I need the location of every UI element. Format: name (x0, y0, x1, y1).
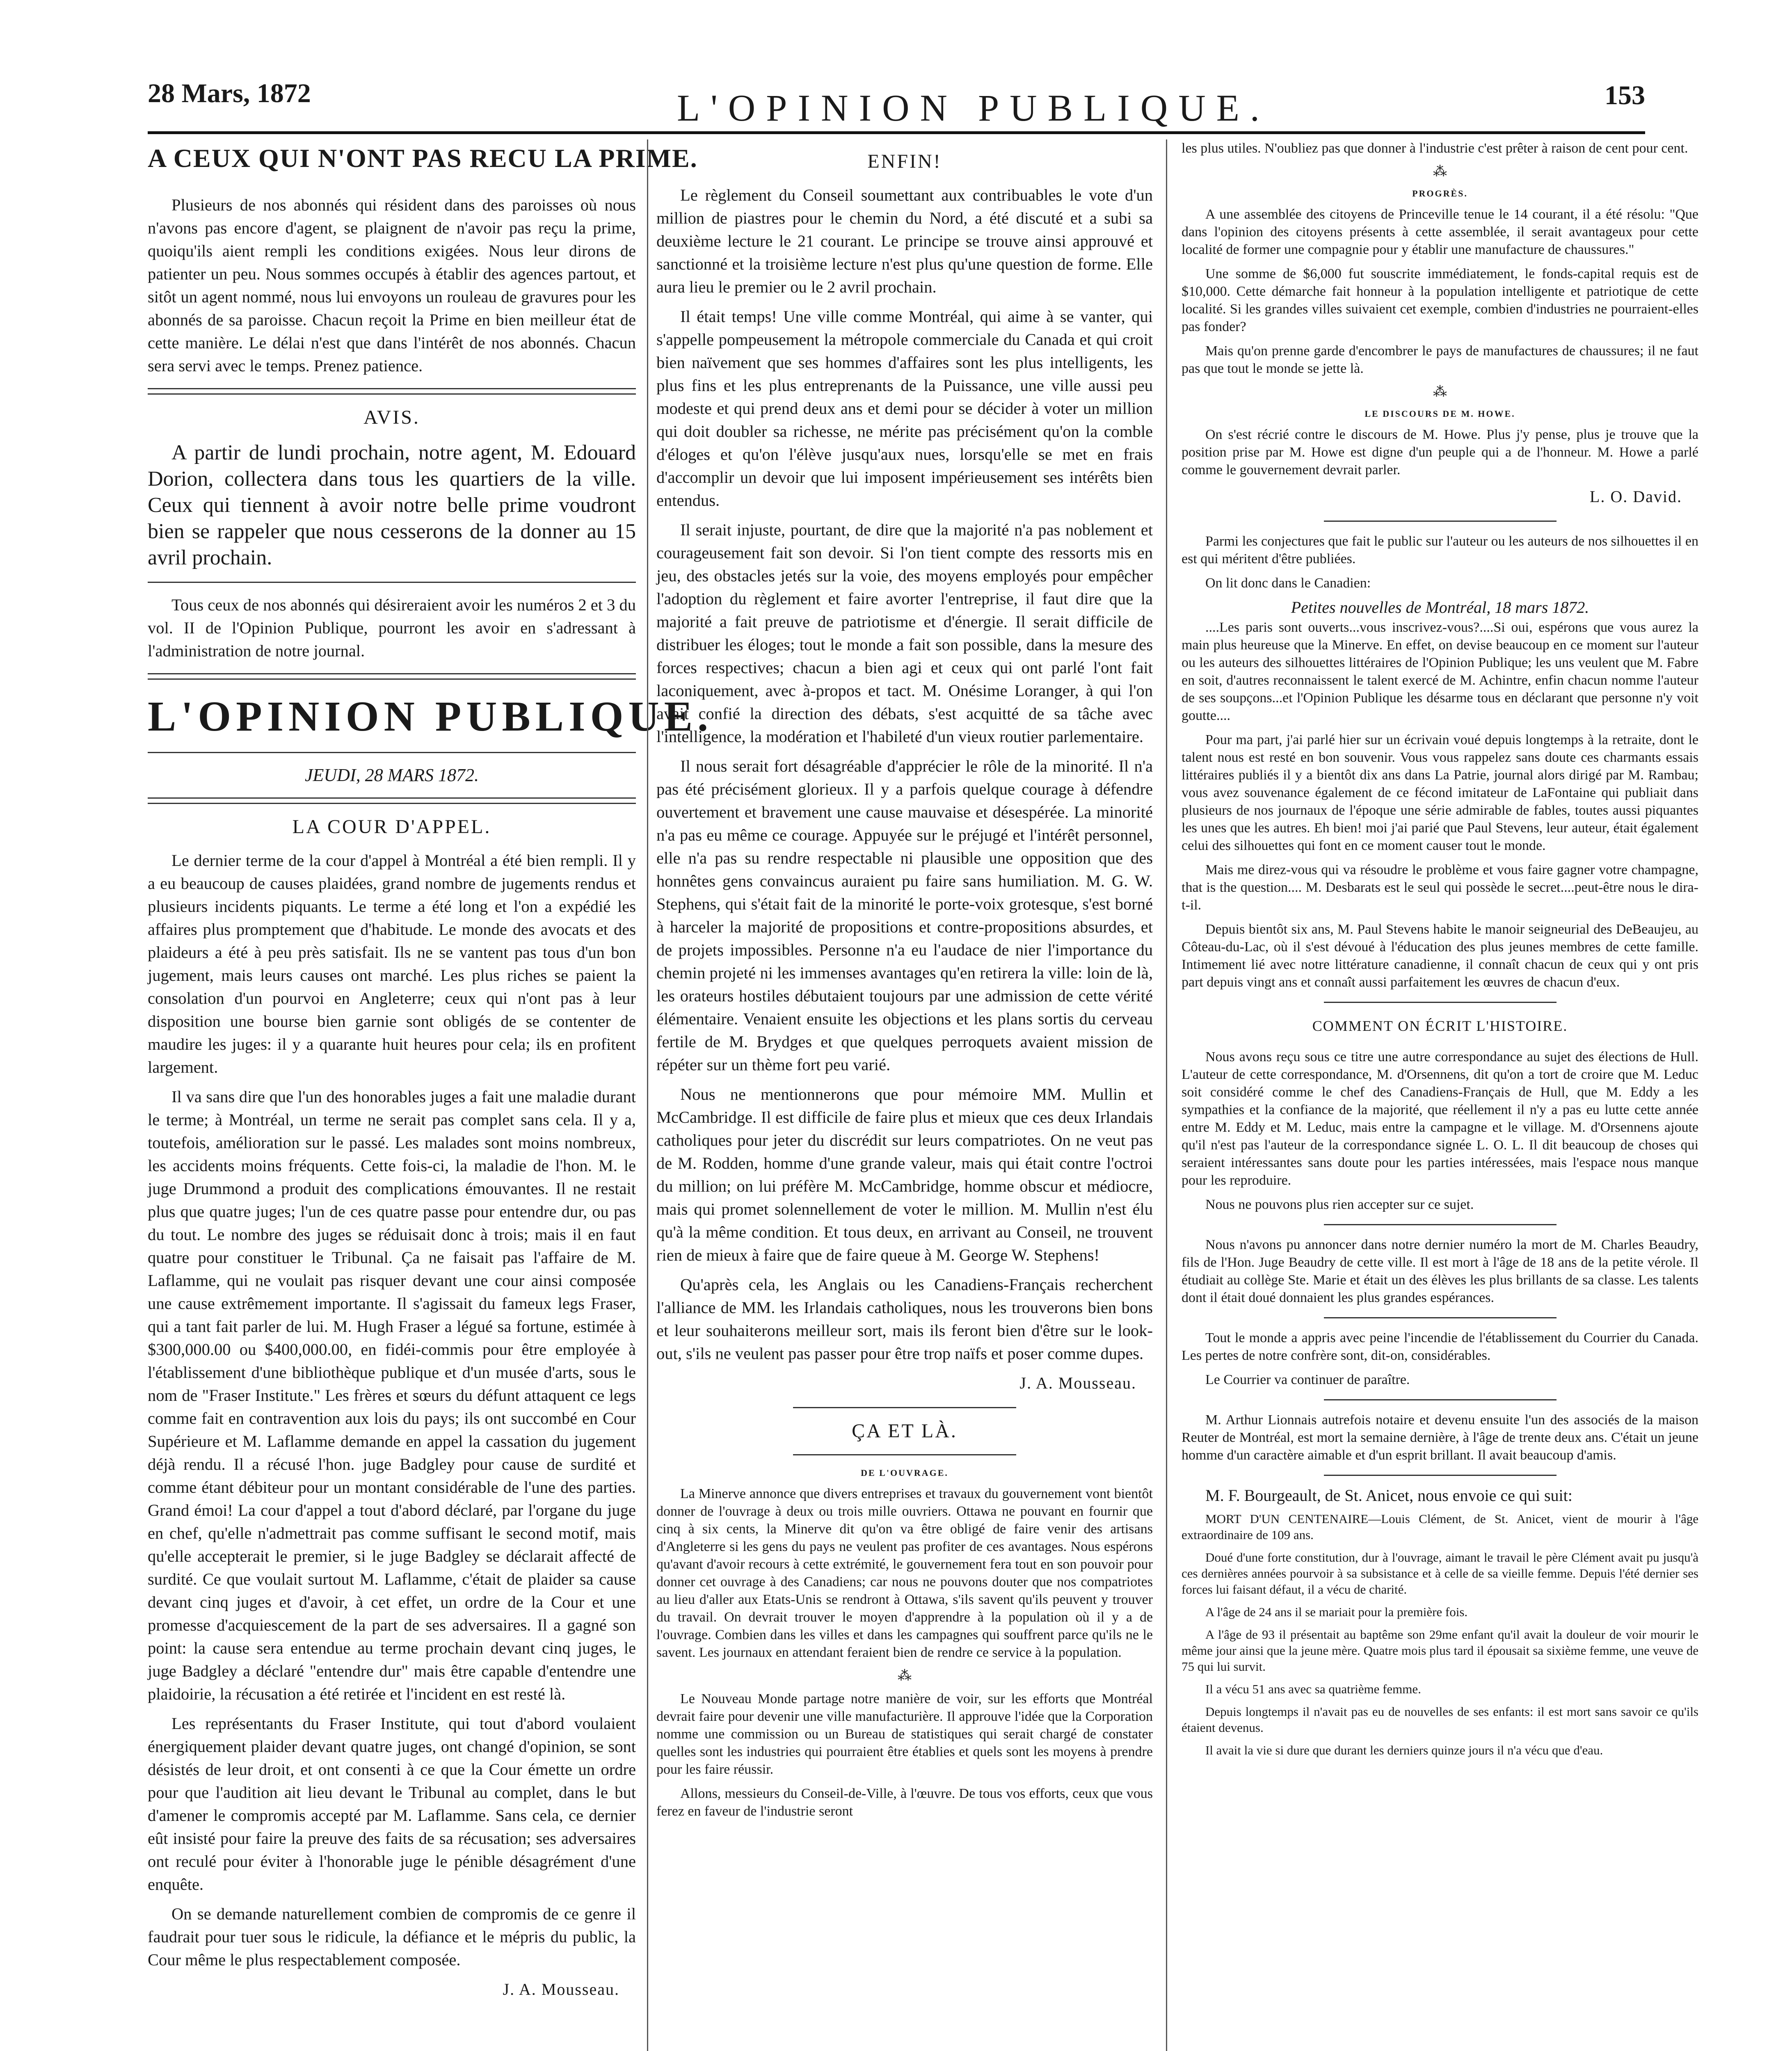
enfin-paragraph: Il nous serait fort désagréable d'apprécier le rôle de la minorité. Il n'a pas été précisément glorieux. Il y a parfois quelque courage à défendre ouvertement et bravement une cause mauvaise et désespérée. La minorité n'a pas eu même ce courage. Appuyée sur le préjugé et l'intérêt personnel, elle n'a pas su rendre respectable ni plausible une opposition que des honnêtes gens convaincus auraient pu faire sans humiliation. M. G. W. Stephens, qui s'était fait de la minorité le porte-voix grotesque, s'est borné à harceler la majorité de propositions et contre-propositions absurdes, et de projets impossibles. Personne n'a eu l'audace de nier l'importance du chemin projeté ni les immenses avantages qu'en retirera la ville: loin de là, les orateurs hostiles débutaient toujours par une admission de cette vérité élémentaire. Venaient ensuite les objections et les plans sortis du cerveau fertile de M. Brydges et que quelques perroquets avaient mission de répéter sur un thème fort peu varié. (656, 757, 1153, 1074)
ca-et-la-paragraph: La Minerve annonce que divers entreprises et travaux du gouvernement vont bientôt donner de l'ouvrage à deux ou trois mille ouvriers. Ottawa ne pouvant en fournir que cinq à six cents, la Minerve dit qu'on va être obligé de faire venir des artisans d'Angleterre si les gens du pays ne veulent pas profiter de ces avantages. Nous espérons qu'avant d'avoir recours à cette extrémité, le gouvernement fera tout en son pouvoir pour donner cet ouvrage à des Canadiens; car nous ne pouvons douter que nos compatriotes au lieu d'aller aux Etats-Unis se rendront à Ottawa, s'ils savent qu'ils peuvent y trouver du travail. On devrait trouver le moyen d'apprendre à la population où il y a de l'ouvrage. Combien dans les villes et dans les campagnes qui souffrent parce qu'ils ne le savent. Les journaux en attendant feraient bien de rendre ce service à la population. (656, 1486, 1153, 1660)
cour-paragraph: Le dernier terme de la cour d'appel à Montréal a été bien rempli. Il y a eu beaucoup de causes plaidées, grand nombre de jugements rendus et plusieurs incidents piquants. Le terme a été long et l'on a expédié les affaires plus promptement que d'habitude. Le monde des avocats et des plaideurs a été à peu près satisfait. Ils ne se vantent pas tous d'un bon jugement, mais leurs causes ont marché. Les plus riches se paient la consolation d'un pourvoi en Angleterre; ceux qui n'ont pas à leur disposition une bourse bien garnie sont obligés de se contenter de maudire les juges: il y a quarante huit heures pour cela; ils en profitent largement. (148, 851, 636, 1076)
progres-subheading: PROGRÈS. (1412, 188, 1468, 199)
progres-paragraph: Mais qu'on prenne garde d'encombrer le pays de manufactures de chaussures; il ne faut pas que tout le monde se jette là. (1182, 343, 1698, 376)
silhouettes-quote: Pour ma part, j'ai parlé hier sur un écrivain voué depuis longtemps à la retraite, dont le talent nous est resté en bon souvenir. Vous vous rappelez sans doute ces charmants essais littéraires publiés il y a bientôt dix ans dans La Patrie, journal alors dirigé par M. Rambau; vous avez souvenance également de ce fécond imitateur de LaFontaine qui publiait dans plusieurs de nos journaux de l'époque une série admirable de fables, toutes aussi piquantes les unes que les autres. Eh bien! moi j'ai parié que Paul Stevens, leur auteur, était également celui des silhouettes qui font en ce moment causer tout le monde. (1182, 732, 1698, 853)
bourgeault-paragraph: Il avait la vie si dure que durant les derniers quinze jours il n'a vécu que d'eau. (1205, 1743, 1603, 1757)
histoire-paragraph: Nous avons reçu sous ce titre une autre correspondance au sujet des élections de Hull. L'auteur de cette correspondance, M. d'Orsennens, dit qu'on a tort de croire que M. Leduc soit considéré comme le chef des Canadiens-Français de Hull, que M. Eddy a les sympathies et la confiance de la majorité, que réellement il n'y a pas eu lutte cette année entre M. Eddy et M. Leduc, mais entre la campagne et le village. M. d'Orsennens ajoute qu'il n'est pas l'auteur de la correspondance signée L. O. L. Il dit beaucoup de choses qui seraient intéressantes sans doute pour les parties intéressées, mais l'espace nous manque pour les reproduire. (1182, 1049, 1698, 1188)
notice-paragraph: Tout le monde a appris avec peine l'incendie de l'établissement du Courrier du Canada. Les pertes de notre confrère sont, dit-on, considérables. (1182, 1330, 1698, 1363)
ouvrage-subheading: DE L'OUVRAGE. (861, 1468, 949, 1478)
asterism-ornament: ⁂ (1433, 164, 1447, 179)
enfin-paragraph: Qu'après cela, les Anglais ou les Canadiens-Français recherchent l'alliance de MM. les Irlandais catholiques, nous les trouverons bien bons et leur souhaiterons meilleur sort, mais ils feront bien d'être sur le look-out, s'ils ne veulent pas passer pour être trop naïfs et poser comme dupes. (656, 1275, 1153, 1363)
running-head (148, 70, 1645, 134)
silhouettes-paragraph: Parmi les conjectures que fait le public sur l'auteur ou les auteurs de nos silhouettes il en est qui méritent d'être publiées. (1182, 534, 1698, 566)
avis-paragraph: A partir de lundi prochain, notre agent, M. Edouard Dorion, collectera dans tous les quartiers de la ville. Ceux qui tiennent à avoir notre belle prime voudront bien se rappeler que nous cesserons de la donner au 15 avril prochain. (148, 441, 636, 569)
enfin-paragraph: Il serait injuste, pourtant, de dire que la majorité n'a pas noblement et courageusement fait son devoir. Si l'on tient compte des ressorts mis en jeu, des obstacles jetés sur la voie, des moyens employés pour empêcher l'adoption du règlement et faire avorter l'entreprise, il faut dire que la majorité a fait preuve de patriotisme et d'énergie. Il serait difficile de distribuer les éloges; tout le monde a fait son possible, dans la mesure des forces respectives; chacun a bien agi et ceux qui ont parlé l'ont fait laconiquement, avec à-propos et tact. M. Onésime Loranger, à qui l'on avait confié la direction des débats, s'est acquitté de sa tâche avec l'intelligence, la modération et l'habileté d'un vieux routier parlementaire. (656, 521, 1153, 746)
column-divider (1166, 139, 1167, 2051)
asterism-ornament: ⁂ (1433, 384, 1447, 400)
masthead-rule-top (148, 673, 636, 680)
column-3 (1182, 139, 1698, 1765)
masthead-date: JEUDI, 28 MARS 1872. (304, 765, 479, 785)
section-divider (1324, 521, 1557, 522)
silhouettes-quote: Depuis bientôt six ans, M. Paul Stevens habite le manoir seigneurial des DeBeaujeu, au Côteau-du-Lac, où il s'est dévoué à l'éducation des plus jeunes membres de cette famille. Intimement lié avec notre littérature canadienne, il connaît chacun de ceux qui y ont pris part depuis vingt ans et connaît aussi parfaitement les œuvres de chacun d'eux. (1182, 922, 1698, 990)
howe-subheading: LE DISCOURS DE M. HOWE. (1365, 409, 1515, 419)
section-divider (148, 582, 636, 583)
avis-heading: AVIS. (363, 407, 420, 428)
ca-et-la-paragraph: Le Nouveau Monde partage notre manière de voir, sur les efforts que Montréal devrait faire pour devenir une ville manufacturière. Il approuve l'idée que la Corporation nomme une commission ou un Bureau de statistiques qui serait chargé de constater quelles sont les industries qui pourraient être établies et quels sont les moyens à prendre pour les faire réussir. (656, 1691, 1153, 1777)
section-divider (1324, 1224, 1557, 1225)
enfin-paragraph: Le règlement du Conseil soumettant aux contribuables le vote d'un million de piastres pour le chemin du Nord, a été discuté et a subi sa deuxième lecture le 21 courant. Le principe se trouve ainsi approuvé et sanctionné et la troisième lecture n'est plus qu'une question de forme. Elle aura lieu le premier ou le 2 avril prochain. (656, 186, 1153, 296)
cour-paragraph: On se demande naturellement combien de compromis de ce genre il faudrait pour tuer sous le ridicule, la défiance et le mépris du public, la Cour même le plus respectablement composée. (148, 1905, 636, 1969)
notice-paragraph: Nous n'avons pu annoncer dans notre dernier numéro la mort de M. Charles Beaudry, fils de l'Hon. Juge Beaudry de cette ville. Il est mort à l'âge de 18 ans de la petite vérole. Il étudiait au collège Ste. Marie et était un des élèves les plus brillants de sa classe. Les talents dont il était doué donnaient les plus grandes espérances. (1182, 1237, 1698, 1305)
silhouettes-dateline: Petites nouvelles de Montréal, 18 mars 1872. (1291, 598, 1589, 617)
masthead-rule (148, 752, 636, 753)
bourgeault-paragraph: A l'âge de 24 ans il se mariait pour la première fois. (1205, 1605, 1468, 1619)
cour-signature: J. A. Mousseau. (503, 1980, 619, 1998)
bourgeault-paragraph: A l'âge de 93 il présentait au baptême son 29me enfant qu'il avait la douleur de voir mourir le même jour ainsi que la jeune mère. Quatre mois plus tard il épousait sa sixième femme, une veuve de 75 qui lui survit. (1182, 1627, 1698, 1674)
cour-paragraph: Il va sans dire que l'un des honorables juges a fait une maladie durant le terme; à Montréal, un terme ne serait pas complet sans cela. Il y a, toutefois, amélioration sur le passé. Les malades sont moins nombreux, les accidents moins fréquents. Cette fois-ci, la maladie de l'hon. M. le juge Drummond a produit des complications émouvantes. Il ne restait plus que quatre juges; l'un de ces quatre passe pour entendre dur, ou pas du tout. Le nombre des juges se réduisait donc à trois; mais il en faut quatre pour constituer le Tribunal. Ça ne faisait pas l'affaire de M. Laflamme, qui ne voulait pas risquer devant une cour ainsi composée une cause extrêmement importante. Il s'agissait du fameux legs Fraser, qui a tant fait parler de lui. M. Hugh Fraser a légué sa fortune, estimée à $300,000.00 ou $400,000.00, en fidéi-commis pour être employée à l'établissement d'une bibliothèque publique et d'un musée d'arts, sous le nom de "Fraser Institute." Les frères et sœurs du défunt attaquent ce legs comme fait en contravention aux lois du pays; ils ont succombé en Cour Supérieure et M. Laflamme demande en appel la cassation du jugement déjà rendu. Il a récusé l'hon. juge Badgley pour cause de surdité et comme étant débiteur pour un montant considérable de l'une des parties. Grand émoi! La cour d'appel a tout d'abord déclaré, par l'organe du juge en chef, qu'elle n'admettrait pas comme suffisant le second motif, mais qu'elle accepterait le premier, si le juge Badgley se déclarait affecté de surdité. Ce que voulait surtout M. Laflamme, c'était de plaider sa cause devant cinq juges et d'avoir, à cet effet, un ordre de la Cour et une promesse d'acquiescement de la part de ses adversaires. Il a gagné son point: la cause sera entendue au terme prochain devant cinq juges, le juge Badgley a déclaré "entendre dur" mais être capable d'entendre une plaidoirie, la récusation a été retirée et l'incident en est resté là. (148, 1087, 636, 1703)
asterism-ornament: ⁂ (898, 1668, 912, 1683)
section-divider (148, 388, 636, 395)
cour-heading: LA COUR D'APPEL. (292, 816, 491, 838)
bourgeault-paragraph: Depuis longtemps il n'avait pas eu de nouvelles de ses enfants: il est mort sans savoir ce qu'ils étaient devenus. (1182, 1704, 1698, 1735)
silhouettes-paragraph: On lit donc dans le Canadien: (1205, 576, 1371, 591)
masthead-title: L'OPINION PUBLIQUE. (148, 693, 713, 740)
silhouettes-quote: Mais me direz-vous qui va résoudre le problème et vous faire gagner votre champagne, that is the question.... M. Desbarats est le seul qui possède le secret....peut-être nous le dira-t-il. (1182, 862, 1698, 913)
silhouettes-quote: ....Les paris sont ouverts...vous inscrivez-vous?....Si oui, espérons que vous aurez la main plus heureuse que la Minerve. En effet, on devise beaucoup en ce moment sur l'auteur ou les auteurs des silhouettes littéraires de l'Opinion Publique; les uns veulent que M. Fabre en soit, d'autres reconnaissent le talent exercé de M. Achintre, enfin chacun nomme l'auteur de ses soupçons...et l'Opinion Publique les désarme tous en déclarant que personne n'y voit goutte.... (1182, 620, 1698, 723)
enfin-paragraph: Nous ne mentionnerons que pour mémoire MM. Mullin et McCambridge. Il est difficile de faire plus et mieux que ces deux Irlandais catholiques pour jeter du discrédit sur leurs compatriotes. On ne veut pas de M. Rodden, homme d'une grande valeur, mais qui était contre l'octroi du million; on lui préfère M. McCambridge, homme obscur et médiocre, mais qui promet solennellement de voter le million. M. Mullin n'est élu qu'à la même condition. Et tous deux, en arrivant au Conseil, ne trouvent rien de mieux à faire que de faire queue à M. George W. Stephens! (656, 1085, 1153, 1264)
bourgeault-paragraph: MORT D'UN CENTENAIRE—Louis Clément, de St. Anicet, vient de mourir à l'âge extraordinaire de 109 ans. (1182, 1512, 1698, 1542)
histoire-paragraph: Nous ne pouvons plus rien accepter sur ce sujet. (1205, 1197, 1474, 1212)
ca-et-la-heading: ÇA ET LÀ. (852, 1420, 958, 1442)
issue-date: 28 Mars, 1872 (148, 78, 311, 108)
progres-paragraph: Une somme de $6,000 fut souscrite immédiatement, le fonds-capital requis est de $10,000. Cette démarche fait honneur à la population intelligente et patriotique de cette localité. Si les grandes villes suivaient cet exemple, combien d'industries ne pourraient-elles pas fonder? (1182, 266, 1698, 334)
bourgeault-intro: M. F. Bourgeault, de St. Anicet, nous envoie ce qui suit: (1205, 1486, 1573, 1505)
howe-signature: L. O. David. (1589, 487, 1682, 506)
section-divider (1324, 1475, 1557, 1476)
notice-paragraph: M. Arthur Lionnais autrefois notaire et devenu ensuite l'un des associés de la maison Reuter de Montréal, est mort la semaine dernière, à l'âge de trente deux ans. C'était un jeune homme d'un caractère aimable et d'un esprit brillant. Il avait beaucoup d'amis. (1182, 1412, 1698, 1463)
histoire-heading: COMMENT ON ÉCRIT L'HISTOIRE. (1312, 1018, 1568, 1034)
section-divider (1324, 1002, 1557, 1003)
section-divider (1324, 1317, 1557, 1318)
section-divider (1324, 1399, 1557, 1400)
cour-paragraph: Les représentants du Fraser Institute, qui tout d'abord voulaient énergiquement plaider devant quatre juges, ont changé d'opinion, se sont désistés de leur droit, et ont consenti à ce que la Cour émette un ordre pour que l'audition ait lieu devant le Tribunal au complet, dans le but d'amener le compromis accepté par M. Laflamme. Sans cela, ce dernier eût insisté pour faire la preuve des faits de sa récusation; ses adversaires ont reculé pour éviter à l'honorable juge le pénible désagrément d'une enquête. (148, 1714, 636, 1893)
notice-paragraph: Le Courrier va continuer de paraître. (1205, 1372, 1410, 1387)
page-number: 153 (1605, 80, 1645, 110)
bourgeault-paragraph: Il a vécu 51 ans avec sa quatrième femme. (1205, 1682, 1421, 1696)
bourgeault-paragraph: Doué d'une forte constitution, dur à l'ouvrage, aimant le travail le père Clément avait pu jusqu'à ces dernières années pourvoir à sa subsistance et à celle de sa vieille femme. Depuis l'été dernier ses forces lui faisant défaut, il a vécu de charité. (1182, 1550, 1698, 1596)
column-divider (647, 139, 648, 2051)
progres-paragraph: A une assemblée des citoyens de Princeville tenue le 14 courant, il a été résolu: "Que dans l'opinion des citoyens présents à cette assemblée, il serait avantageux pour cette localité de former une compagnie pour y établir une manufacture de chaussures." (1182, 207, 1698, 257)
prime-paragraph: Plusieurs de nos abonnés qui résident dans des paroisses où nous n'avons pas encore d'agent, se plaignent de n'avoir pas reçu la prime, quoiqu'ils aient rempli les conditions exigées. Nous leur dirons de patienter un peu. Nous sommes occupés à établir des agences partout, et sitôt un agent nommé, nous lui envoyons un rouleau de gravures pour les abonnés de sa paroisse. Chacun reçoit la Prime en bien meilleur état de cette manière. Le délai n'est que dans l'intérêt de nos abonnés. Chacun sera servi avec le temps. Prenez patience. (148, 196, 636, 375)
column-1 (148, 139, 713, 2013)
column-2 (656, 139, 1153, 1827)
howe-paragraph: On s'est récrié contre le discours de M. Howe. Plus j'y pense, plus je trouve que la position prise par M. Howe est digne d'un peuple qui a de l'honneur. M. Howe a parlé comme le gouvernement devrait parler. (1182, 427, 1698, 477)
section-divider (793, 1454, 1017, 1455)
section-divider (793, 1407, 1017, 1408)
avis-note: Tous ceux de nos abonnés qui désireraient avoir les numéros 2 et 3 du vol. II de l'Opinion Publique, pourront les avoir en s'adressant à l'administration de notre journal. (148, 596, 636, 660)
running-title: L'OPINION PUBLIQUE. (677, 87, 1270, 129)
enfin-paragraph: Il était temps! Une ville comme Montréal, qui aime à se vanter, qui s'appelle pompeusement la métropole commerciale du Canada et qui croit bien naïvement que ses hommes d'affaires sont les plus intelligents, les plus fins et les plus entreprenants de la Puissance, une ville aussi peu modeste et qui prend deux ans et demi pour se décider à voter un million qui doit doubler sa richesse, ne mérite pas précisément qu'on la comble d'éloges et qu'on l'élève jusqu'aux nues, lorsqu'elle se met en frais d'accomplir un devoir que lui imposent impérieusement ses intérêts bien entendus. (656, 307, 1153, 509)
prime-heading: A CEUX QUI N'ONT PAS RECU LA PRIME. (148, 144, 698, 173)
enfin-signature: J. A. Mousseau. (1019, 1374, 1136, 1392)
continuation-paragraph: les plus utiles. N'oubliez pas que donner à l'industrie c'est prêter à raison de cent pour cent. (1182, 141, 1688, 156)
enfin-heading: ENFIN! (867, 151, 942, 172)
ca-et-la-paragraph: Allons, messieurs du Conseil-de-Ville, à l'œuvre. De tous vos efforts, ceux que vous ferez en faveur de l'industrie seront (656, 1786, 1153, 1819)
masthead-rule-bottom (148, 797, 636, 804)
